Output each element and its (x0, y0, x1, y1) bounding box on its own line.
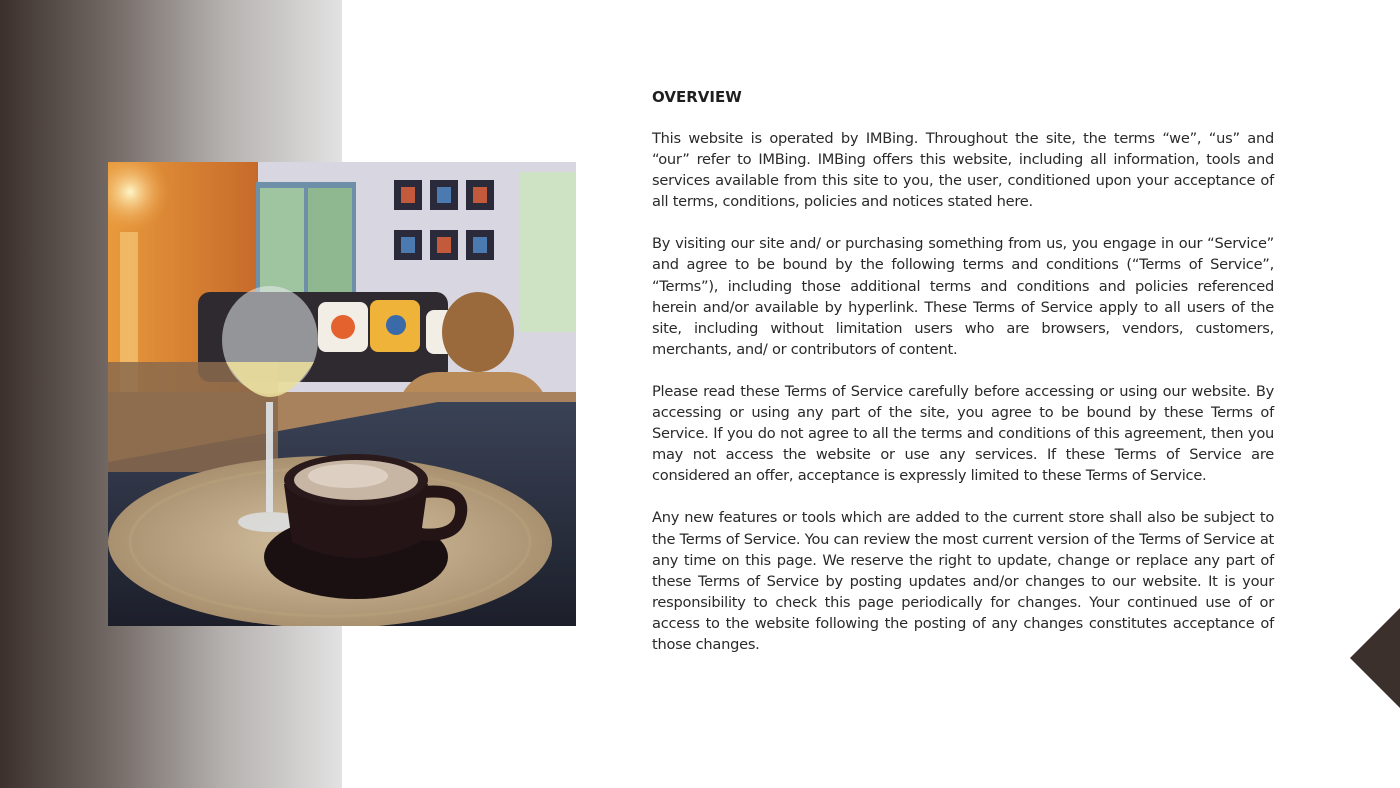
section-heading: OVERVIEW (652, 88, 742, 106)
paragraph-read-carefully: Please read these Terms of Service carefully before accessing or using our website. By accessing or using any part of the site, you agree to be bound by these Terms of Service. If you do not agree to all the terms and conditions of this agreement, then you may not access the website or use any services. If these Terms of Service are considered an offer, acceptance is expressly limited to these Terms of Service. (652, 382, 1274, 485)
paragraph-operator-info: This website is operated by IMBing. Throughout the site, the terms “we”, “us” and “our” refer to IMBing. IMBing offers this website, including all information, tools and services available from this site to you, the user, conditioned upon your acceptance of all terms, conditions, policies and notices stated here. (652, 130, 1274, 211)
cafe-photo-illustration (108, 162, 576, 626)
terms-content (652, 86, 1274, 676)
corner-triangle-decoration (1350, 608, 1400, 708)
paragraph-updates: Any new features or tools which are added to the current store shall also be subject to the Terms of Service. You can review the most current version of the Terms of Service at any time on this page. We reserve the right to update, change or replace any part of these Terms of Service by posting updates and/or changes to our website. It is your responsibility to check this page periodically for changes. Your continued use of or access to the website following the posting of any changes constitutes acceptance of those changes. (652, 509, 1274, 653)
cafe-table-photo (108, 162, 576, 626)
paragraph-service-agreement: By visiting our site and/ or purchasing something from us, you engage in our “Service” and agree to be bound by the following terms and conditions (“Terms of Service”, “Terms”), including those additional terms and conditions and policies referenced herein and/or available by hyperlink. These Terms of Service apply to all users of the site, including without limitation users who are browsers, vendors, customers, merchants, and/ or contributors of content. (652, 235, 1274, 358)
